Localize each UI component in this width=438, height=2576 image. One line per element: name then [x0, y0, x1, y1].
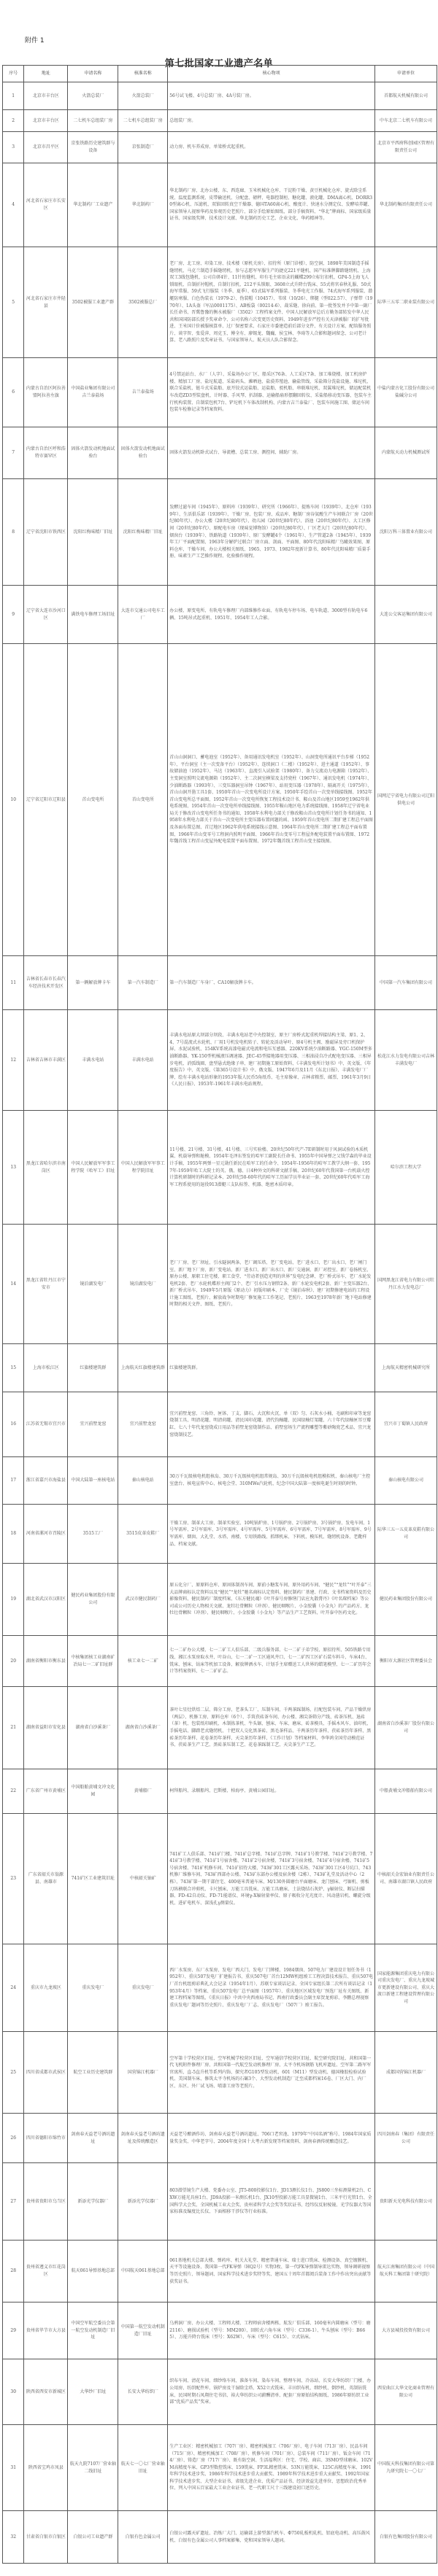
row-applied-name: 第一辆解放牌卡车	[68, 956, 118, 1010]
row-number: 6	[3, 358, 24, 427]
row-address: 辽宁省大连市沙河口区	[24, 586, 68, 644]
row-address: 江苏省无锡市宜兴市	[24, 1392, 68, 1457]
table-row	[3, 110, 437, 132]
row-number: 4	[3, 163, 24, 247]
table-row	[3, 2359, 437, 2425]
table-row	[3, 2163, 437, 2241]
row-number: 19	[3, 1564, 24, 1636]
row-number: 18	[3, 1505, 24, 1564]
page-title: 第七批国家工业遗产名单	[164, 58, 274, 69]
row-applied-name: 华北制药厂工业遗产	[68, 163, 118, 247]
row-applicant: 国网辽宁省电力有限公司辽阳供电公司	[375, 644, 437, 956]
row-approved-name: 剑南春天益老号酒坊遗址及传统酿造区	[118, 2114, 168, 2163]
row-core-items: 织布车间、清花车间、细纱络车间、准备车间、染布车间、整理车间、冷冻站、长安大华纺织厂门楼、办公用房、纺织配件库、锅炉房及干湿除尘塔、X52立式铣床、丰田织布机、细纱机、倒纱机、英制钻铣床、民国时期石凤翔住宅书信、裕大华纺织公司薪酬清单、配套厂房原始结构图纸、1986年原纺织工业部“优质产品奖”奖章。	[168, 2359, 375, 2425]
table-row	[3, 427, 437, 479]
row-address: 四川省德阳市绵竹市	[24, 2114, 68, 2163]
table-row	[3, 1111, 437, 1225]
header-applied-name: 申请名称	[68, 66, 118, 82]
row-core-items: 741矿工人俱乐部、741矿门楼、741矿总字楼、741矿总字牌、741矿1号教学楼、741矿2号教学楼、741矿3号教学楼、741矿1号宿舍楼、741矿2号宿舍楼、741矿3号宿舍楼、741矿4号宿舍楼、741矿5号宿舍楼、741矿机修车间、741矿招待大楼、743矿301工区露天采场、743矿301工区4号坑口、743机修厂维修车间、743矿西部办公楼、743矿东部办公楼及宿舍楼（2栋）、743矿礼堂及活动中心（2栋）、743矿第一期干部住宅、400毫米普通车床、M/130外圆磨台平面磨床、龙门刨床、弓锯机、剪板刀纵横联合冲剪机、卡尺刨床、万能工具铣床、万能工具磨床、土法烧结石灰炉、γ辐射仪、断层扫描器、FD-42自动仪、FD-71能谱仪、环境γ-X辐射量率仪、原子吸收分光光度计、风动凿岩机、螺旋分级机、进矿电机车、深浅孔γ测量仪。	[168, 1814, 375, 1944]
row-approved-name: 中国航天061基地总部	[118, 2241, 168, 2303]
row-core-items: 干燥工房、制革大工房、制革实验室、10吨锅炉房、1号锅炉房、2号锅炉房、3号锅炉房、发电车间、1号军需库、2号军需库、3号军需库、4号军需库、5号军需库、6号军需库、7号军需库、8号军需库、9号军需库、烟囱、大礼堂、水塔、南楼、专用铁路线、抓绑机床、下料机、模压机、缝纫机设备、老靴样品、档案文献。	[168, 1505, 375, 1564]
table-row	[3, 586, 437, 644]
row-address: 上海市松江区	[24, 1344, 68, 1392]
row-core-items: 803潜望镜生产大楼、党委办公室、JT5-800投影仪1台、JD13测长仪1台、JS800三坐标测量机2台、CXW万能光具座1台、JD9A投影一米测长机1台、JX10型投影万能工具显微镜1台、三米平行光管1台、全国科学大会奖、全国机械工业大会奖、贵州省科学大会奖等奖状证书、经纬仪反射棱镜、光学仪器大等国家标准及编度比长仪、下面相移干涉仪等行业标准。	[168, 2163, 375, 2241]
row-approved-name: 3515皮革皮鞋厂	[118, 1505, 168, 1564]
row-address: 吉林省吉林市丰满区	[24, 1010, 68, 1111]
row-address: 贵州省贵阳市乌当区	[24, 2163, 68, 2241]
row-applicant: 四川剑南春（集团）有限责任公司	[375, 2114, 437, 2163]
row-number: 3	[3, 132, 24, 163]
row-core-items: 柯拜船坞、录顺船坞、巴斯楼、柏海亭、黄埔公园旧址。	[168, 1769, 375, 1814]
row-applicant: 内蒙航天动力机械测试所	[375, 427, 437, 479]
row-approved-name: 中国人民解放军军事工程学院旧址	[118, 1111, 168, 1225]
row-core-items: 白银公司露天矿遗址、冶炼厂大门、运输部上游型蒸汽机车、Φ750轧板机轧机、铝底电动机、高压鼓风机、白银有色金属公司人事档案影集、党和国家领导人题词。	[168, 2511, 375, 2564]
table-header-row	[3, 66, 437, 82]
table-row	[3, 479, 437, 586]
row-applied-name: 红旗楼建筑群	[68, 1344, 118, 1392]
row-number: 5	[3, 247, 24, 358]
row-applied-name: 中核集团核工业湖南矿冶局七一二矿旧址群	[68, 1636, 118, 1687]
row-approved-name: 白银有色金属公司	[118, 2511, 168, 2564]
row-applied-name: 首山变电所	[68, 644, 118, 956]
row-applicant: 华北制药集团有限责任公司	[375, 163, 437, 247]
row-approved-name: 宜兴前墅龙窑	[118, 1392, 168, 1457]
row-address: 贵州省遵义市红花岗区	[24, 2241, 68, 2303]
row-number: 16	[3, 1392, 24, 1457]
table-row	[3, 1944, 437, 2032]
table-row	[3, 1225, 437, 1344]
row-applicant: 白银有色集团股份有限公司	[375, 2511, 437, 2564]
row-number: 20	[3, 1636, 24, 1687]
row-core-items: 总组装厂房。	[168, 110, 375, 132]
table-row	[3, 956, 437, 1010]
table-row	[3, 1636, 437, 1687]
row-applied-name: 中国人民解放军军事工程学院（哈军工）旧址	[68, 1111, 118, 1225]
row-address: 广东省韶关市翁源县、南雄市	[24, 1814, 68, 1944]
row-address: 河北省石家庄市长安区	[24, 163, 68, 247]
row-applied-name: 新添光学仪器厂	[68, 2163, 118, 2241]
row-approved-name: 武汉市健民制药厂	[118, 1564, 168, 1636]
row-applicant: 沈阳万科三体置业有限公司	[375, 479, 437, 586]
table-row	[3, 1505, 437, 1564]
header-approved-name: 核准名称	[118, 66, 168, 82]
table-row	[3, 1687, 437, 1769]
row-applied-name: 剑南春天益老号酒坊遗址	[68, 2114, 118, 2163]
table-row	[3, 163, 437, 247]
row-address: 吉林省长春市长春汽车经济技术开发区	[24, 956, 68, 1010]
row-approved-name: 湖南省白沙溪茶厂	[118, 1687, 168, 1769]
row-address: 甘肃省白银市白银区	[24, 2511, 68, 2564]
row-applicant: 上海航天精密机械研究所	[375, 1344, 437, 1392]
row-applicant: 贵阳新天光电科技有限公司	[375, 2163, 437, 2241]
row-applicant: 秦山核电有限公司	[375, 1457, 437, 1505]
row-applied-name: 3502被服工业遗产群	[68, 247, 118, 358]
row-number: 15	[3, 1344, 24, 1392]
row-applicant: 衡阳市大源社区管理委员会	[375, 1636, 437, 1687]
row-applied-name: 中国船舶黄埔文冲文化园	[68, 1769, 118, 1814]
row-number: 10	[3, 644, 24, 956]
row-applicant: 西安曲江大华文化商业管理有限公司	[375, 2359, 437, 2425]
row-number: 28	[3, 2241, 24, 2303]
row-applied-name: 中国大陆第一座核电站	[68, 1457, 118, 1505]
row-address: 湖北省武汉市汉阳区	[24, 1564, 68, 1636]
row-address: 北京市昌平区	[24, 132, 68, 163]
row-core-items: 西厂水泵房、东厂水泵房、发电厂西大门、发电厂门牌楼、1984烟囱、507电力厂建设设计划任务书（1952年）、重庆507发电厂扩建报告书、重庆507电厂首台12MW机组竣工工程决算技术报告、重庆507电厂首台机组剪彩典礼大会记录（1954年1月）、苏联专家谈话记录、全国专家组长第二次所有谈话记录（1953年4月）等档案、重庆507发电厂总平面图（1957年）、重庆地区区域发电厂预选厂址有关图纸、新建工程档案等图纸、《重庆日报》中共中央西南局书记、西南行政委员会副主席贺龙剪彩、李鹏总理视察重庆发电厂题词等历史照片、重庆发电厂厂志、重庆发电厂（507厂）竣工报告。	[168, 1944, 375, 2032]
row-address: 河南省漯河市召陵区	[24, 1505, 68, 1564]
row-core-items: 11号楼、21号楼、31号楼、41号楼、三号实验楼、20世纪50年代产-7E研制时用于风洞试验的木质机翼、机载导弹和舱模、1954年毛泽东签发的哈军工副院长任命书、1955年中国导弹之父钱学森的毕业设计手稿、1955年两弹一星元勋任新民在哈军工的任命令、1954年-1956年的哈军工教学大纲一套、1957年-1959年哈工大院士的英、俄、德、日4种外文的科研文献手稿、20世纪60年代我国第一台机载火控计算机研制时的科研记录本、20世纪50-60年代的哈军工历届学员毕业证一套、20世纪60年代哈军工海军工程系使用的退役913潜艇三支队标签、机器、绝密木质印章。	[168, 1111, 375, 1225]
row-applied-name: 湖南省白沙溪茶厂	[68, 1687, 118, 1769]
row-address: 黑龙江省哈尔滨市南岗区	[24, 1111, 68, 1225]
row-number: 17	[3, 1457, 24, 1505]
row-applicant: 宜兴市丁蜀镇人民政府	[375, 1392, 437, 1457]
row-approved-name: 火箭总装厂	[118, 82, 168, 110]
row-applicant: 中车北京二七机车有限公司	[375, 110, 437, 132]
row-number: 22	[3, 1769, 24, 1814]
row-address: 辽宁省辽阳市辽阳县	[24, 644, 68, 956]
row-applicant: 北京市平西府科创园区管理有限责任公司	[375, 132, 437, 163]
row-approved-name: 新添光学仪器厂	[118, 2163, 168, 2241]
row-core-items: 首山山洞洞口、蓄电池室（1952年）、备用通讯发电机室（1952年）、山洞变电所通讯平台步梯（1952年）、平台洞室（主一次变备平台）（1952年）、连续洞口（二楼）（1952年）、进主通道（1952年）、事故储油池（1952年）、马达（1963年）、直流引入试验架（1980年）、备力交流动力电源箱（1952年）、主变洞室照明交流电源箱（1952年）、主二次洞室横梁及支持瓷柱（1967年）、通讯发电机（1974年）、少油断路器（1993年）、三变压器洞室吊钟（1967年）、站用变压器（1978年）、隔离开关（1975年）、首山山洞开凿工具1套、1950年首山一次变电所设计方案、1950年手绘首山一次变单线接线图、1952年首山变电所总平面图、1952年首山一次变电所恢复工程技术设计书、鞍山及首山地区1959至1962年供电系统图、1954年首山一次变电所单线接线图、1955年鞍山地区电力系统接线图、1958年辽宁省电业局关于修改首山变电所任务书的通知、1958年水利电力部关于修改鞍山首山变电所计划任务书的通知、1958年水利电力部关于首山一次变电所主变压器布置问题的函、1959年首山变电所二期扩建工程总平面图及各面布置总图、首辽地区1962年供电系统接线示意图、1964年首山变电所二期扩建工程总平面布置图、1966年首山变零号工程洞内照明平面图、1966年首山变零号工程屋外配电装置平面布置图、1972年魏首线工程首山变屋外配电装置平面布置图、1972年魏首线工程首山变主接线图。	[168, 644, 375, 956]
row-number: 26	[3, 2114, 24, 2163]
row-number: 14	[3, 1225, 24, 1344]
row-approved-name: 第一汽车制造厂	[118, 956, 168, 1010]
row-applicant: 际华三五一五皮革皮鞋有限公司	[375, 1505, 437, 1564]
row-core-items: 华北制药厂房、北办公楼、东、西连廊、玉米机械化仓库、干淀粉干燥、黄豆机械化仓库、旋式除尘系统、温度监测系统、皮带输送机、分配盘、磅秤、电器控制柜、糖化罐、液化罐、DMA离心机、DORR30型离心机、压滤机、双锥回转真空干燥器、德国TA60离心机、酸度计、快速水分测定仪、发酵培养罐、国家领导人视察华药及参观历史老照片、部分手绘原始图纸、部分手稿资料、“华北”牌商标、国家级质量证书、国家级奖牌、技术设计文献、华北制药历史工艺、企业文化、华药精神等。	[168, 163, 375, 247]
row-approved-name: 京张制造厂	[118, 132, 168, 163]
row-approved-name: 首山变电所	[118, 644, 168, 956]
row-number: 32	[3, 2511, 24, 2564]
row-number: 13	[3, 1111, 24, 1225]
row-applicant: 大连公交客运集团有限公司	[375, 586, 437, 644]
row-approved-name: 丰满水电站	[118, 1010, 168, 1111]
table-row	[3, 644, 437, 956]
row-number: 29	[3, 2303, 24, 2359]
row-core-items: 茶叶七星灶烘焙二层、筛分工房、老茶头工厂、压制车间、千两茶踩制场、打配包装车间、产品干燥烘房（两层）、机修工房、原料仓库（6个）、手筑茯砖茶车间、办公楼、湘尖茶筛分产线、砖茶压机、退砖（茶）机、包装纸印刷机、木制拣茶机、牛头锯、刨床、车床、磨床、砖茶模具、手摇木风车、油印机、手摇电话、脚踏老式缝纫机、十把双人交化黑茶砖、黑毛茶样品、千两茶历年茶样、茯砖茶历年茶样、黑砖茶历年茶样、花卷茶历年茶样、天尖茶历年茶样、《工作计划》等档案材料、李华鸿全国劳动模范证书、茯砖茶生产工艺、黑砖茶压制工艺、花卷茶踩制工艺、天尖茶生产工艺。	[168, 1687, 375, 1769]
row-applied-name: 重庆发电厂	[68, 1944, 118, 2032]
table-body	[3, 82, 437, 2564]
row-core-items: 30万千瓦级核电机组核岛、30万千瓦级核电机组常规岛、30万千瓦级核电机组模拟机、秦山核电厂主控室盘台、核电宣传中心、核电会堂、310MWe汽轮机、纪念中国大陆第一度核电诞生时刻的时钟。	[168, 1457, 375, 1505]
row-applied-name: 满铁电车修理工场旧址	[68, 586, 118, 644]
row-address: 湖南省衡阳市衡东县	[24, 1636, 68, 1687]
header-no: 序号	[3, 66, 24, 82]
row-approved-name: 镜泊湖发电厂	[118, 1225, 168, 1344]
row-approved-name: 3502被服总厂	[118, 247, 168, 358]
row-applicant: 哈尔滨工程大学	[375, 1111, 437, 1225]
row-address: 陕西省宝鸡市凤县	[24, 2425, 68, 2511]
table-row	[3, 82, 437, 110]
table-row	[3, 1344, 437, 1392]
table-row	[3, 1457, 437, 1505]
row-approved-name: 国营锦江机器厂	[118, 2032, 168, 2114]
row-core-items: 宜兴前墅龙窑、三角铃、匣钵、丁支、脚石、大沉和火沉、单（双）匀、石灰水小桶、毛刷和印章等龙窑烧制工具、明清花罐、明清荷罐、清民国印花罐、清代钧釉罐、民国绿釉灯架罐、六十年代绿釉匣耳豆瓣缸、七八十年代龙窑烧成日用品等前墅龙窑烧制作品、前墅窑场生产流程雕塑等紫砂陶瓷艺术品、宜兴龙窑烧制技艺。	[168, 1392, 375, 1457]
row-number: 24	[3, 1944, 24, 2032]
row-number: 2	[3, 110, 24, 132]
table-row	[3, 1769, 437, 1814]
row-core-items: 固体火箭发动机卧式试台、导流槽、总装工房、测控间、辅助厂房。	[168, 427, 375, 479]
row-applicant: 成都国营锦江机器厂	[375, 2032, 437, 2114]
row-applied-name: 航天061导弹基地总部	[68, 2241, 118, 2303]
row-core-items: 老厂厂房、老厂坝址、引水隧洞两条、老厂调压塔、老厂变电站、老厂进水口、老厂出水口、老厂闸门室、新厂地下厂房、新厂变电站、新厂进水口、新厂出水口、新厂交通洞、新厂对控室、新厂卷扬机室、原办公楼、原职工住宅楼、职工食堂、“劳动者创造光明的世界”发电纪念碑、老厂桥式吊车、老厂水轮发电机2套、老厂水轮机蝶形主阀门2个、老厂引水压力钢管2条、新厂水轮发电机2套、新厂主变压器2台、新厂桥式吊车、1949年5月原版《原动力》初版印刷本、厂史《镜泊春秋》、建厂初期修建电站的工程设计施工图纸、老照片、解放战争时期电厂修复施工工作笔记、老照片、1963至1978年新厂地下电站修建时期的相关文件、图纸、老照片。	[168, 1225, 375, 1344]
row-core-items: 丰满水电站原大坝部分坝段、丰满水电站老中央控制室、原主厂房桥式起重机焊接结构主梁、原1、2、4、7号混流式水轮机、厂用1号机发电机转子、转轮及活动导叶、原4号机主阀、励磁屏及旁口机保护屏、水泥试验机、154KV系统高漆电磁式电流和电压互感器、220KV系统少油断路器、YGC-150M型多油断路器、YK-150型机械液压调速器、JEC-45型接地器用变压器、三相油浸自冷式配电变压器、三相异步电机、消弧线圈、盘型悬式绝缘子串、建厂初期施工原始资料、《丰满发电所计划书》中、英文版、《年度报告》中、英文版、《第365号设计书》中、俄文版、1947年6月及11月《东北日报》、丰满发电厂厂牌、绘有丰满水电站形象的1953年版人民币5角纸币、毛主席像章、吉林省粮票、邮票、1961年3月9日《人民日报》、1953年-1961年丰满水电站规程。	[168, 1010, 375, 1111]
row-applied-name: 固体火箭发动机地面试验台	[68, 427, 118, 479]
row-address: 河北省石家庄市井陉县	[24, 247, 68, 358]
row-applied-name: 741矿区工业建筑旧址	[68, 1814, 118, 1944]
row-address: 北京市丰台区	[24, 110, 68, 132]
row-applicant: 大方县城投投资有限公司	[375, 2303, 437, 2359]
row-approved-name: 长安大华纺织厂	[118, 2359, 168, 2425]
row-approved-name: 上海航天红旗楼建筑群	[118, 1344, 168, 1392]
row-address: 四川省成都市武侯区	[24, 2032, 68, 2114]
row-core-items: 第一汽车制造厂车身厂、CA10解放牌卡车。	[168, 956, 375, 1010]
row-applicant: 国网黑龙江省电力有限公司牡丹江水力发电总厂	[375, 1225, 437, 1344]
row-approved-name: 二七机车总组装厂房	[118, 110, 168, 132]
row-applied-name: 白银公司工业遗产群	[68, 2511, 118, 2564]
row-address: 黑龙江省牡丹江市宁安市	[24, 1225, 68, 1344]
row-number: 21	[3, 1687, 24, 1769]
row-applicant: 国家能源集团重庆电力有限公司重庆发电厂、重庆九龙坡城市更新建设有限公司、重庆大渡口新建工程建设管理有限公司	[375, 1944, 437, 2032]
row-approved-name: 秦山核电站	[118, 1457, 168, 1505]
row-approved-name: 大连市交通公司电车工厂	[118, 586, 168, 644]
row-approved-name: 航天七一〇七厂营业轴旧址	[118, 2425, 168, 2511]
row-core-items: 动力房、机车养成房、单梁桥式起重机。	[168, 132, 375, 163]
row-core-items: 办公楼、原变电所、有轨电车修理厂内部维修作业面、有轨电车停车场、电车轨道、3000型有轨电车6辆、15吨吊式起重机、1951年、1954年工人合影。	[168, 586, 375, 644]
row-applied-name: 宜兴前墅龙窑	[68, 1392, 118, 1457]
row-number: 27	[3, 2163, 24, 2241]
row-applicant: 松花江水力发电有限公司吉林丰满发电厂	[375, 1010, 437, 1111]
row-applicant: 中盐内蒙古化工股份有限公司盐碱分公司	[375, 358, 437, 427]
row-core-items: 发酵过滤车间（1945年）、原料库（1939年）、研究所（1966年）、提炼车间（1939年）、北仓库（1939年）、生活俱乐部（1939年）、干燥厂房、包装厂房、成品库、糖制厂房谷氨酸生产车间联合厂房（20世纪80年代）、办公大楼（20世纪80年代）、幼儿园（20世纪80年代）、浴池（20世纪80年代）、大工区修间（20世纪80年代）、原配电车房（现味觉博物馆）（20世纪80年代）、厂区老大门（20世纪80年代）、烟囱台（1939年）、铁路轨道（1939年）、原厂发酵罐4个（1961年）、生产管道2条（1945年）、1939年工厂平面配置图、1963年分解炉过联合厂房立面、剖面、平面图、80年代沈阳味精厂鸟瞰效果图、原料仓库、干燥车间、办公大楼相关图纸、1965、1973、1982年度新计算书、80年代沈阳味精厂质量手册、味素生产工艺操作规程、化验操作规程。	[168, 479, 375, 586]
table-row	[3, 1010, 437, 1111]
heritage-table	[2, 65, 437, 2564]
table-row	[3, 132, 437, 163]
row-applicant: 中核韶关金宏铀业有限责任公司、南雄市湖口镇人民政府	[375, 1814, 437, 1944]
header-applicant: 申请单位	[375, 66, 437, 82]
row-applicant: 首都航天机械有限公司	[375, 82, 437, 110]
row-approved-name: 核工业七一二矿	[118, 1636, 168, 1687]
row-address: 内蒙古自治区阿拉善盟阿拉善左旗	[24, 358, 68, 427]
table-row	[3, 2425, 437, 2511]
row-number: 8	[3, 479, 24, 586]
row-approved-name: 中核韶关铀矿	[118, 1814, 168, 1944]
row-address: 陕西省西安市新城区	[24, 2359, 68, 2425]
table-row	[3, 1814, 437, 1944]
row-address: 贵州省毕节市大方县	[24, 2303, 68, 2359]
row-core-items: 老厂房、北工房、印染工房、技术楼（原机关房）、招待所（原门诊楼）、防空洞、1898年美国制造手摇缝纫机、马克兰制造手摇缝纫机、参与志愿军军服生产的捷克221平缝机、国产标准牌脚踏缝纫机、上海双工3线包缝机、公司自研4针、11针绗缝机、印有毛主席语录的蝴蝶299立标钉扣机、GP4-5上海飞人锁眼机、自制折衬帽机、自制钉扣机、212平头锁眼、3608立式升降台铣床、55式将官春秋礼服、50式海军常服、59式飞行服装（冬季、夏季）、65式陆军系列服装、冬季电光工作服、74式海军系列服装、潜艇防寒服、白色伪装衣（1979-2）、伪装帽（10457）、苇球（10/26）、绑腿（型022.57）、子弹带（1970年）、1A头盔（军品0001175）、AB板袋（00214-6）、裁采缝、徐向前、第一批签发并予中第一副厂长任命书、晋冀鲁豫的衡水被服厂（3502）工程档案文件、中国人民解放军总后方勤务部转发中华人民共和国国防部长授予奖章命令、公司名称六次变更历史资料、1949年进步严控有关天津被服厂的扩写批进、王米国计价被服核算单、过厂保密要求、石家庄市委建造前后部分文件、有关设计方案、配给服务照片、谈字智、张爱萍、周克玉、傅全有、廖锡龙、魏巍、侯宝林、李琦等人合影和题词留念、公司老计算、老八路照片及奖章证书、与国家领导人、航天员人队合影留念。	[168, 247, 375, 358]
row-applicant: 航天江南集团有限公司（中国航天科工集团第十研究院）	[375, 2241, 437, 2303]
row-applied-name: 镜泊湖发电厂	[68, 1225, 118, 1344]
header-core-items: 核心物项	[168, 66, 375, 82]
row-approved-name: 中国第一航空发动机制造厂旧址	[118, 2303, 168, 2359]
row-core-items: 4号禁运站台、水厂（人字）、采盐场办公厂区、船采区76条、人工采区7条、加工堆烧楼、加工机房炉楼、精加工厂房、盐坨航道、采盐码头、滩晒池、盐漠养殖池、输盐管线、采盐筛分洗盐设施、堆坨机、联合采盐机、链斗式采盐船、底开铰式运盐船、运盐船、驳机船、串联堆坨机、双翼堆坨机、储运配装机车改造ZD3型装盘机、计时器、手风琴、扒制器、运输船扇形摆翻回转仪、采盐船移动变压器、包装车主行机构装置、自制装包机7台、铲坨机下车体改制机构、内蒙古吉兰泰盐厂、包装车间施工图、储运车间包装车检修记录等档案资料。	[168, 358, 375, 427]
row-core-items: 生产工业区：精密机械加工（707厂房）、精密机械加工（706厂房）、电子车间（713厂房）、民品车间（715厂房）、精密机械加工（708厂房）、机修车间（701厂房）、总装车间（711厂房）、钣金车间（714厂房）、铸造厂房（717厂房）、既有防空洞、生活福利区：住宅、学校、商店、3SMO型球磨床、102VM高精度车床、GP3型数控铣床、159铣床、FP3L精密铣床、53N万能铣床、125C高精度车床、1991年科学技术进步奖、1986年科学技术进步重大贡献奖、1989年科学技术进步重大贡献奖、1992年国家科学技术进步奖、大型企业证书、省级先进企业、优质产品证书、经济效益先进单位、思想政治优秀单位、列入中国五百家最大工业企业证书、老一代职工尺十三线建设初口述历史。	[168, 2425, 375, 2511]
row-address: 重庆市九龙坡区	[24, 1944, 68, 2032]
row-core-items: 56号试飞楼、4号总装厂房、4A号装厂房。	[168, 82, 375, 110]
row-address: 浙江省嘉兴市海盐县	[24, 1457, 68, 1505]
row-applicant: 健民药业集团股份有限公司	[375, 1564, 437, 1636]
row-applied-name: 健民药业集团股份有限公司	[68, 1564, 118, 1636]
row-approved-name: 华北制药厂	[118, 163, 168, 247]
row-number: 25	[3, 2032, 24, 2114]
row-applicant: 湖南省白沙溪茶厂股份有限公司	[375, 1687, 437, 1769]
row-approved-name: 沈阳红梅味精厂旧址	[118, 479, 168, 586]
header-address: 地址	[24, 66, 68, 82]
table-row	[3, 2511, 437, 2564]
row-number: 7	[3, 427, 24, 479]
row-address: 内蒙古自治区呼和浩特市赛罕区	[24, 427, 68, 479]
row-number: 12	[3, 1010, 24, 1111]
row-applied-name: 中国盐业集团有限公司吉兰泰盐场	[68, 358, 118, 427]
row-applied-name: 丰满水电站	[68, 1010, 118, 1111]
row-address: 辽宁省沈阳市铁西区	[24, 479, 68, 586]
row-address: 湖南省益阳市安化县	[24, 1687, 68, 1769]
row-applied-name: 沈阳红梅味精厂旧址	[68, 479, 118, 586]
table-row	[3, 1564, 437, 1636]
row-approved-name: 吉兰泰盐场	[118, 358, 168, 427]
attachment-label: 附件 1	[25, 37, 45, 44]
row-number: 11	[3, 956, 24, 1010]
table-row	[3, 2241, 437, 2303]
row-core-items: 红旗楼建筑群。	[168, 1344, 375, 1392]
row-applied-name: 二七机车总组装厂房	[68, 110, 118, 132]
row-approved-name: 固体火箭发动机地面试验台	[118, 427, 168, 479]
row-applied-name: 大华纱厂旧址	[68, 2359, 118, 2425]
row-number: 9	[3, 586, 24, 644]
row-core-items: 天益老号酿酒作坊、剑南春天益老号酒坊遗址、706口老窖池、1979年“中国名酒”称号、1984年国家质量奖金奖、中华老字号、2004年度全国十大考古新发现等档案资料、剑南春酒传统酿造技艺。	[168, 2114, 375, 2163]
row-core-items: 七一二矿办公大楼、七一二矿工人俱乐部、二级兵服务部、七一二矿子弟学校、原招待所、505铁路专用线、湘江水泵房取水井、叶谷山、七一二矿一工区通风井口、七一二矿四工区矿石装车料斗、车床4台、铣床、刨床、钻床等机加工设备、解放牌洒水车、计划手主席赠送工人世界的蜡笔模型、七一二矿历年会计等档案资料、七一二矿矿志。	[168, 1636, 375, 1687]
row-applicant: 中国第一汽车集团有限公司	[375, 956, 437, 1010]
row-number: 30	[3, 2359, 24, 2425]
row-number: 1	[3, 82, 24, 110]
table-row	[3, 2032, 437, 2114]
row-number: 31	[3, 2425, 24, 2511]
row-applicant: 中船黄埔文冲船舶有限公司	[375, 1769, 437, 1814]
table-row	[3, 1392, 437, 1457]
table-row	[3, 247, 437, 358]
row-approved-name: 黄埔船厂	[118, 1769, 168, 1814]
row-applicant: 际华三五零二职业装有限公司	[375, 247, 437, 358]
row-core-items: 乌鸦洞厂房、办公大楼、工程师大楼、工程师宿舍楼两栋、航发厂俱乐部、160毫米内圆磨床（型号：磨2116）、磨损试验机（型号：MM200）、回转式六角车床（型号：C336-1）、牛头刨床（型号：B665）、万能升降台铣床（型号：X62W）、车床（型号：C615）、立式钻床。	[168, 2303, 375, 2359]
table-row	[3, 2303, 437, 2359]
row-applied-name: 京张铁路历史建筑群与设备	[68, 132, 118, 163]
row-applied-name: 中国空军航空委员会第一航空发动机制造厂旧址	[68, 2303, 118, 2359]
row-core-items: 061基地机关总部大楼、弹药库、机关大礼堂、精密普通车床、瑞士进口铣床、检测设备、真空镀膜机、天平等设施设备、我国第一代FK导弹（HQ2号）实物3枚、第一代FK导弹制导雷达实物、领导调研视察等历史照片、领导题词、国家科学技术进步奖特等奖、建国五十周年首都阅兵装备工作中作出突出贡献等获奖证书。	[168, 2241, 375, 2303]
row-address: 广东省广州市黄埔区	[24, 1769, 68, 1814]
row-applied-name: 火箭总装厂	[68, 82, 118, 110]
row-applicant: 中国航天科技集团有限公司第九研究院七一〇七厂	[375, 2425, 437, 2511]
table-row	[3, 2114, 437, 2163]
row-number: 23	[3, 1814, 24, 1944]
row-core-items: 原五化分厂、原原料仓库、原固体制剂车间、原前小糖浆车间、原外用药车间、“健民”“龙牡”“叶开泰”三大品牌商标认定资料以及“健民”“龙牡”驰名商标认定资料、健民制药厂基建、行政、文书档案资料及历史影像资料、健民制药厂制度档案、《东方健民魂》《叶开泰号房修缮门店应丸散膏丹》《叶名琛档案》等公司或公司历史人物相关文献、龙牡壮骨颗粒（冲剂）、健民咽喉片、小金胶囊（小金丸）的产品药方、龙牡壮骨颗粒（冲剂）、健民咽喉片、小金胶囊（小金丸）等产品生产工艺资料、叶开泰中医药文化。	[168, 1564, 375, 1636]
row-approved-name: 重庆发电厂	[118, 1944, 168, 2032]
row-applied-name: 航天九院7107厂营业轴二线旧址	[68, 2425, 118, 2511]
row-applied-name: 航空工业历史建筑群	[68, 2032, 118, 2114]
row-core-items: 空军第十学校营区旧址、空军机械学校营区旧址、空军通信学校营区旧址、航空研究院旧址、共和国第一代飞机附件修理厂房、共和国第一代航空发动机修理厂房、太平寺机场钢筋飞机库遗址、空军第二路军军官寓所、直-5直升机等系列内饰、探究者G105型发动机、601（M11）型发动机、德国橡胶检验试验机、美国制车床、修筑太平寺机场的石碾3个、大型发动机制造厂迁至成都档案16卷、厂区大门、内厂区、东区、外厂试飞场、喷漆工房等老照片。	[168, 2032, 375, 2114]
table-row	[3, 358, 437, 427]
row-applied-name: 3515工厂	[68, 1505, 118, 1564]
row-address: 北京市丰台区	[24, 82, 68, 110]
